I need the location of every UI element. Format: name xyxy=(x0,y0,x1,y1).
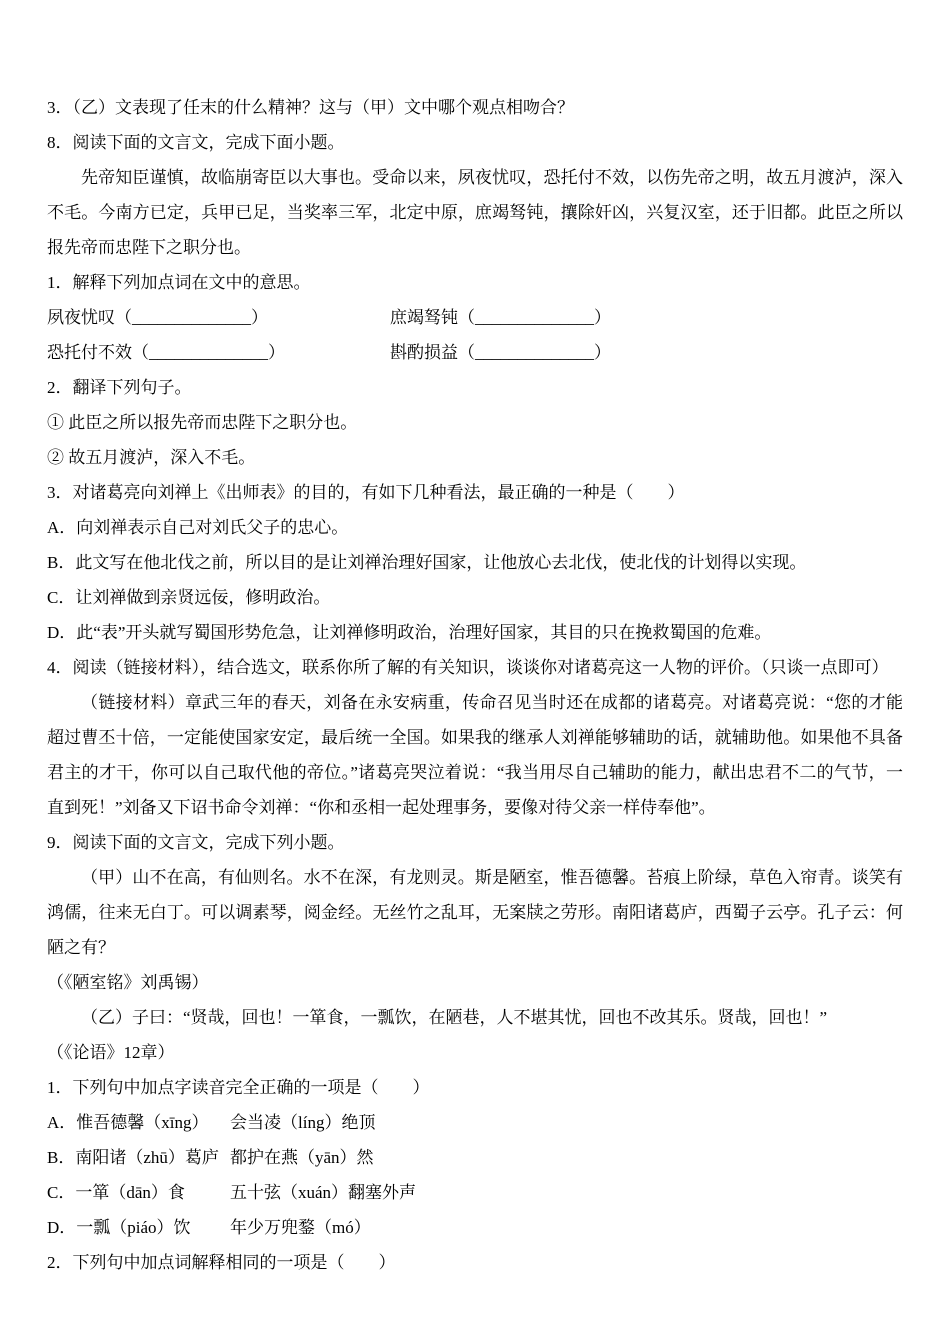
translate-sentence-2: ② 故五月渡泸，深入不毛。 xyxy=(47,448,256,467)
option-right-phrase: 五十弦（xuán）翻塞外声 xyxy=(230,1183,417,1202)
q9-sub1-option-b xyxy=(47,1140,903,1175)
fill-blank-item: 夙夜忧叹（______________） xyxy=(47,308,268,327)
q8-sub3-option-b: B．此文写在他北伐之前，所以目的是让刘禅治理好国家，让他放心去北伐，使北伐的计划得以实现。 xyxy=(47,553,807,572)
option-left-phrase: D．一瓢（piáo）饮 xyxy=(47,1218,191,1237)
link-material-paragraph: （链接材料）章武三年的春天，刘备在永安病重，传命召见当时还在成都的诸葛亮。对诸葛亮说：“您的才能超过曹丕十倍，一定能使国家安定，最后统一全国。如果我的继承人刘禅能够辅助的话，就辅助他。如果他不具备君主的才干，你可以自己取代他的帝位。”诸葛亮哭泣着说：“我当用尽自己辅助的能力，献出忠君不二的气节，一直到死！”刘备又下诏书命令刘禅：“你和丞相一起处理事务，要像对待父亲一样侍奉他”。 xyxy=(47,693,903,817)
fill-blank-item: 斟酌损益（______________） xyxy=(390,343,611,362)
fill-blank-row-1 xyxy=(47,300,903,335)
passage-lunyu: （乙）子曰：“贤哉，回也！一箪食，一瓢饮，在陋巷，人不堪其忧，回也不改其乐。贤哉，回也！” xyxy=(81,1008,828,1027)
passage-loushiming: （甲）山不在高，有仙则名。水不在深，有龙则灵。斯是陋室，惟吾德馨。苔痕上阶绿，草色入帘青。谈笑有鸿儒，往来无白丁。可以调素琴，阅金经。无丝竹之乱耳，无案牍之劳形。南阳诸葛庐，西蜀子云亭。孔子云：何陋之有？ xyxy=(47,868,903,957)
option-right-phrase: 都护在燕（yān）然 xyxy=(230,1148,374,1167)
q8-sub3-prompt: 3．对诸葛亮向刘禅上《出师表》的目的，有如下几种看法，最正确的一种是（ ） xyxy=(47,483,685,502)
q8-sub4-prompt: 4．阅读（链接材料），结合选文，联系你所了解的有关知识，谈谈你对诸葛亮这一人物的评价。（只谈一点即可） xyxy=(47,658,889,677)
passage-lunyu-source: （《论语》12章） xyxy=(47,1043,175,1062)
option-left-phrase: C．一箪（dān）食 xyxy=(47,1183,185,1202)
question-8-header: 8．阅读下面的文言文，完成下面小题。 xyxy=(47,133,345,152)
q9-sub1-option-c xyxy=(47,1175,903,1210)
question-3-prompt: 3．（乙）文表现了任末的什么精神？这与（甲）文中哪个观点相吻合？ xyxy=(47,98,574,117)
fill-blank-item: 庶竭驽钝（______________） xyxy=(390,308,611,327)
q8-sub3-option-c: C．让刘禅做到亲贤远佞，修明政治。 xyxy=(47,588,331,607)
option-left-phrase: B．南阳诸（zhū）葛庐 xyxy=(47,1148,219,1167)
option-left-phrase: A．惟吾德馨（xīng） xyxy=(47,1113,209,1132)
q8-sub2-prompt: 2．翻译下列句子。 xyxy=(47,378,192,397)
q9-sub2-prompt: 2．下列句中加点词解释相同的一项是（ ） xyxy=(47,1253,396,1272)
passage-loushiming-source: （《陋室铭》刘禹锡） xyxy=(47,973,209,992)
fill-blank-item: 恐托付不效（______________） xyxy=(47,343,285,362)
q8-sub3-option-a: A．向刘禅表示自己对刘氏父子的忠心。 xyxy=(47,518,349,537)
q8-sub3-option-d: D．此“表”开头就写蜀国形势危急，让刘禅修明政治，治理好国家，其目的只在挽救蜀国的危难。 xyxy=(47,623,772,642)
fill-blank-row-2 xyxy=(47,335,903,370)
q9-sub1-prompt: 1．下列句中加点字读音完全正确的一项是（ ） xyxy=(47,1078,430,1097)
translate-sentence-1: ① 此臣之所以报先帝而忠陛下之职分也。 xyxy=(47,413,358,432)
option-right-phrase: 年少万兜鍪（mó） xyxy=(230,1218,371,1237)
option-right-phrase: 会当凌（líng）绝顶 xyxy=(230,1113,376,1132)
question-9-header: 9．阅读下面的文言文，完成下列小题。 xyxy=(47,833,345,852)
q9-sub1-option-d xyxy=(47,1210,903,1245)
q8-sub1-prompt: 1．解释下列加点词在文中的意思。 xyxy=(47,273,311,292)
passage-chushibiao: 先帝知臣谨慎，故临崩寄臣以大事也。受命以来，夙夜忧叹，恐托付不效，以伤先帝之明，故五月渡泸，深入不毛。今南方已定，兵甲已足，当奖率三军，北定中原，庶竭驽钝，攘除奸凶，兴复汉室，还于旧都。此臣之所以报先帝而忠陛下之职分也。 xyxy=(47,168,903,257)
q9-sub1-option-a xyxy=(47,1105,903,1140)
